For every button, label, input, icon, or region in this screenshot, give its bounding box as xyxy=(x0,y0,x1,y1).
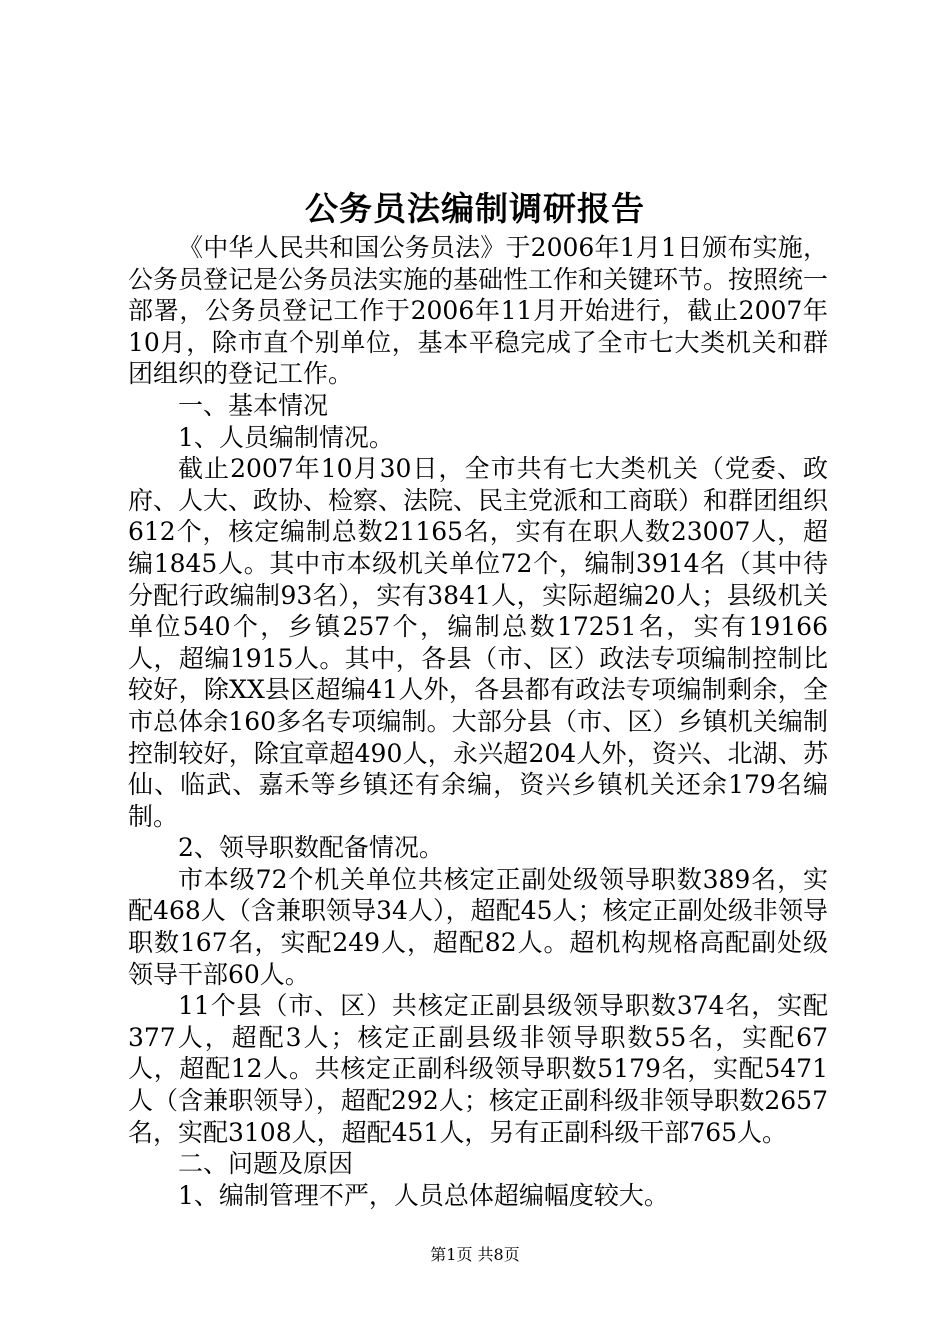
paragraph-city-leadership: 市本级72个机关单位共核定正副处级领导职数389名，实配468人（含兼职领导34人），超配45人；核定正副处级非领导职数167名，实配249人，超配82人。超机构规格高配副处级领导干部60人。 xyxy=(128,864,828,989)
subheading-management-issue: 1、编制管理不严，人员总体超编幅度较大。 xyxy=(178,1180,669,1210)
paragraph-county-leadership: 11个县（市、区）共核定正副县级领导职数374名，实配377人，超配3人；核定正副县级非领导职数55名，实配67人，超配12人。共核定正副科级领导职数5179名，实配5471人（含兼职领导），超配292人；核定正副科级非领导职数2657名，实配3108人，超配451人，另有正副科级干部765人。 xyxy=(128,991,828,1147)
section-heading-problems: 二、问题及原因 xyxy=(178,1149,354,1179)
document-title: 公务员法编制调研报告 xyxy=(305,189,645,228)
subheading-staffing: 1、人员编制情况。 xyxy=(178,422,394,452)
document-body xyxy=(128,232,828,1211)
paragraph-intro: 《中华人民共和国公务员法》于2006年1月1日颁布实施，公务员登记是公务员法实施的基础性工作和关键环节。按照统一部署，公务员登记工作于2006年11月开始进行，截止2007年10月，除市直个别单位，基本平稳完成了全市七大类机关和群团组织的登记工作。 xyxy=(128,233,829,389)
page-footer: 第1页 共8页 xyxy=(430,1245,520,1264)
subheading-leadership-positions: 2、领导职数配备情况。 xyxy=(178,833,444,863)
section-heading-basic-situation: 一、基本情况 xyxy=(178,390,329,420)
paragraph-staffing-details: 截止2007年10月30日，全市共有七大类机关（党委、政府、人大、政协、检察、法院、民主党派和工商联）和群团组织612个，核定编制总数21165名，实有在职人数23007人，超编1845人。其中市本级机关单位72个，编制3914名（其中待分配行政编制93名），实有3841人，实际超编20人；县级机关单位540个，乡镇257个，编制总数17251名，实有19166人，超编1915人。其中，各县（市、区）政法专项编制控制比较好，除XX县区超编41人外，各县都有政法专项编制剩余，全市总体余160多名专项编制。大部分县（市、区）乡镇机关编制控制较好，除宜章超490人，永兴超204人外，资兴、北湖、苏仙、临武、嘉禾等乡镇还有余编，资兴乡镇机关还余179名编制。 xyxy=(128,454,829,831)
